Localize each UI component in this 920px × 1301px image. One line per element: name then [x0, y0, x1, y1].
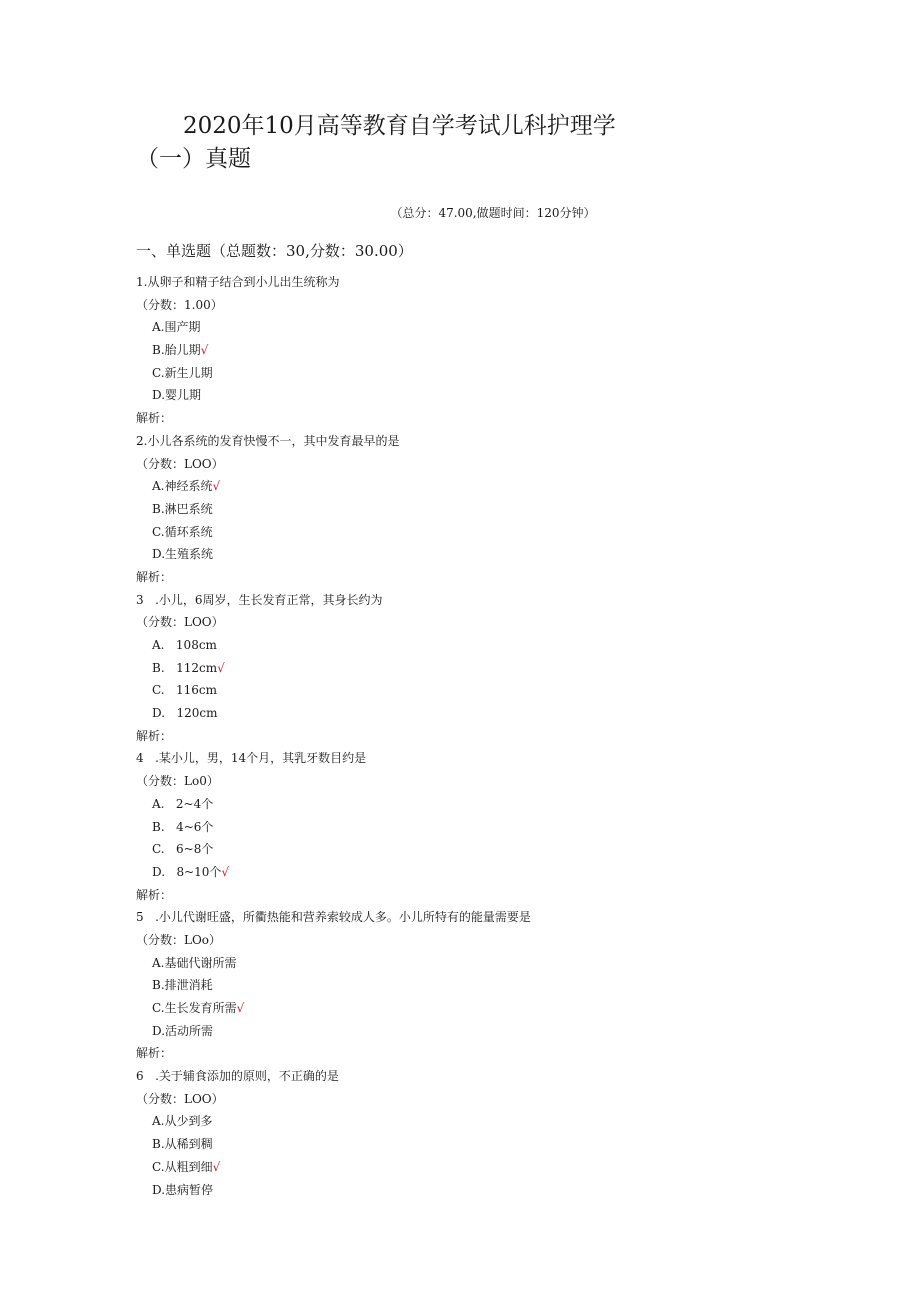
answer-option-text: A. 108cm [152, 638, 217, 652]
analysis-label: 解析： [136, 569, 173, 584]
correct-check-icon: √ [221, 864, 230, 879]
answer-option-text: D. 8~10个 [152, 864, 222, 879]
answer-option-text: A.神经系统 [152, 479, 213, 494]
exam-meta: （总分：47.00,做题时间：120分钟） [390, 206, 596, 220]
answer-option [136, 475, 836, 498]
answer-option [136, 1110, 836, 1133]
answer-option-text: B. 4~6个 [152, 819, 214, 834]
correct-check-icon: √ [236, 1001, 245, 1015]
question-score: （分数：1.00） [136, 297, 223, 312]
answer-option-text: C.从粗到细 [152, 1159, 213, 1174]
answer-option [136, 952, 836, 975]
question-stem: 1.从卵子和精子结合到小儿出生统称为 [136, 275, 340, 289]
analysis-label: 解析： [136, 411, 173, 426]
answer-option-text: B.胎儿期 [152, 343, 201, 358]
answer-option-text: B.淋巴系统 [152, 501, 213, 516]
answer-option [136, 1020, 836, 1043]
correct-check-icon: √ [212, 479, 221, 494]
answer-option-text: C.新生儿期 [152, 365, 213, 380]
answer-option-text: C. 116cm [152, 683, 218, 698]
answer-option-text: D.活动所需 [152, 1023, 214, 1038]
answer-option [136, 861, 836, 884]
answer-option [136, 521, 836, 544]
answer-option [136, 498, 836, 521]
answer-option [136, 793, 836, 816]
answer-option [136, 1133, 836, 1156]
answer-option-text: A.围产期 [152, 320, 201, 335]
answer-option-text: B. 112cm [152, 660, 218, 675]
analysis-label: 解析： [136, 887, 173, 902]
answer-option-text: A.基础代谢所需 [152, 955, 237, 970]
answer-option-text: A. 2~4个 [152, 796, 214, 811]
answer-option-text: C. 6~8个 [152, 842, 214, 857]
answer-option-text: B.从稀到稠 [152, 1137, 213, 1152]
answer-option [136, 679, 836, 702]
answer-option [136, 816, 836, 839]
answer-option-text: D.患病暂停 [152, 1182, 214, 1197]
answer-option-text: B.排泄消耗 [152, 978, 213, 993]
correct-check-icon: √ [200, 343, 209, 358]
answer-option [136, 339, 836, 362]
answer-option [136, 362, 836, 385]
correct-check-icon: √ [217, 660, 225, 675]
question-score: （分数：LOO） [136, 615, 224, 630]
answer-option [136, 974, 836, 997]
question-score: （分数：LOO） [136, 1091, 224, 1106]
question-score: （分数：LOO） [136, 456, 224, 471]
answer-option [136, 634, 836, 657]
question-stem: 3 .小儿，6周岁，生长发育正常，其身长约为 [136, 592, 383, 607]
question-stem: 4 .某小儿，男，14个月，其乳牙数目约是 [136, 751, 367, 766]
answer-option [136, 316, 836, 339]
answer-option [136, 657, 836, 680]
question-stem: 2.小儿各系统的发育快慢不一，其中发育最早的是 [136, 433, 400, 448]
question-stem: 5 .小儿代谢旺盛，所衢热能和营养索较成人多。小儿所特有的能量需要是 [136, 910, 531, 925]
answer-option-text: D. 120cm [152, 706, 218, 721]
exam-title [136, 110, 696, 176]
correct-check-icon: √ [212, 1159, 221, 1174]
section-heading: 一、单选题（总题数：30,分数：30.00） [136, 242, 413, 260]
answer-option-text: C.循环系统 [152, 524, 213, 539]
answer-option-text: A.从少到多 [152, 1114, 213, 1129]
question-score: （分数：Lo0） [136, 774, 219, 789]
answer-option-text: C.生长发育所需 [152, 1001, 237, 1015]
analysis-label: 解析： [136, 1046, 173, 1061]
answer-option [136, 384, 836, 407]
question-stem: 6 .关于辅食添加的原则，不正确的是 [136, 1069, 339, 1084]
question-score: （分数：LOo） [136, 932, 222, 947]
answer-option [136, 702, 836, 725]
answer-option [136, 1179, 836, 1202]
question-list [136, 271, 836, 1201]
answer-option [136, 838, 836, 861]
exam-title-line2: （一）真题 [136, 146, 251, 172]
analysis-label: 解析： [136, 728, 173, 743]
answer-option [136, 1156, 836, 1179]
answer-option-text: D.生殖系统 [152, 547, 214, 562]
exam-title-line1: 2020年10月高等教育自学考试儿科护理学 [183, 113, 616, 139]
answer-option-text: D.婴儿期 [152, 388, 202, 403]
answer-option [136, 997, 836, 1020]
answer-option [136, 543, 836, 566]
